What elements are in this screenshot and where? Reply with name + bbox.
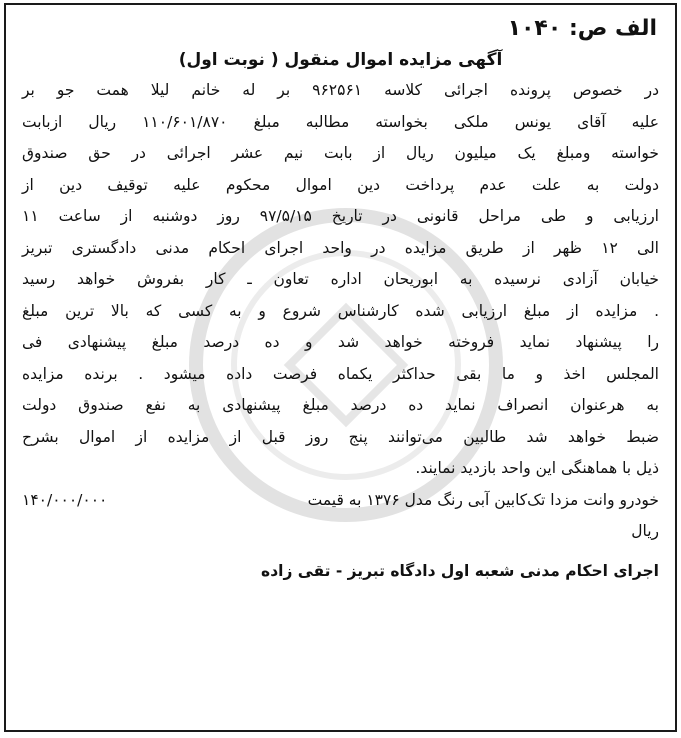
auction-item-price: ۱۴۰/۰۰۰/۰۰۰ (22, 490, 108, 509)
notice-body-line: در خصوص پرونده اجرائی کلاسه ۹۶۲۵۶۱ بر له خانم لیلا همت جو بر (22, 81, 659, 99)
auction-item-currency: ریال (631, 522, 659, 540)
notice-body-line: را پیشنهاد نماید فروخته خواهد شد و ده درصد مبلغ پیشنهادی فی (22, 333, 659, 351)
notice-body-line: . مزایده از مبلغ ارزیابی شده کارشناس شروع و به کسی که بالا ترین مبلغ (22, 301, 659, 320)
notice-body-line: الی ۱۲ ظهر از طریق مزایده در واحد اجرای احکام مدنی دادگستری تبریز (22, 238, 659, 257)
auction-item-currency-line (22, 516, 659, 548)
auction-item-description: خودرو وانت مزدا تک‌کابین آبی رنگ مدل ۱۳۷۶ به قیمت (307, 490, 659, 509)
notice-title: آگهی مزایده اموال منقول ( نوبت اول) (178, 50, 503, 70)
notice-signature: اجرای احکام مدنی شعبه اول دادگاه تبریز - تقی زاده (261, 561, 659, 580)
notice-body-line: خیابان آزادی نرسیده به ابوریحان اداره تعاون ـ کار بفروش خواهد رسید (22, 270, 659, 288)
notice-body-line: به هرعنوان انصراف نماید ده درصد مبلغ پیشنهادی به نفع صندوق دولت (22, 396, 659, 414)
notice-body-line: خواسته ومبلغ یک میلیون ریال از بابت نیم عشر اجرائی در حق صندوق (22, 144, 659, 162)
notice-reference-number: الف ص: ۱۰۴۰ (507, 16, 657, 41)
auction-notice (4, 3, 677, 732)
auction-item (22, 485, 659, 517)
notice-body-line: ذیل با هماهنگی این واحد بازدید نمایند. (415, 459, 659, 477)
notice-body-line: دولت به علت عدم پرداخت دین اموال محکوم علیه توقیف دین از (22, 175, 659, 194)
notice-body-line: علیه آقای یونس ملکی بخواسته مطالبه مبلغ ۱۱۰/۶۰۱/۸۷۰ ریال ازبابت (22, 112, 660, 131)
notice-body-line: المجلس اخذ و ما بقی حداکثر یکماه فرصت داده میشود . برنده مزایده (22, 364, 659, 383)
notice-body-line: ضبط خواهد شد طالبین می‌توانند پنج روز قبل از مزایده از اموال بشرح (22, 427, 659, 446)
notice-body-line: ارزیابی و طی مراحل قانونی در تاریخ ۹۷/۵/۱۵ روز دوشنبه از ساعت ۱۱ (22, 207, 659, 225)
